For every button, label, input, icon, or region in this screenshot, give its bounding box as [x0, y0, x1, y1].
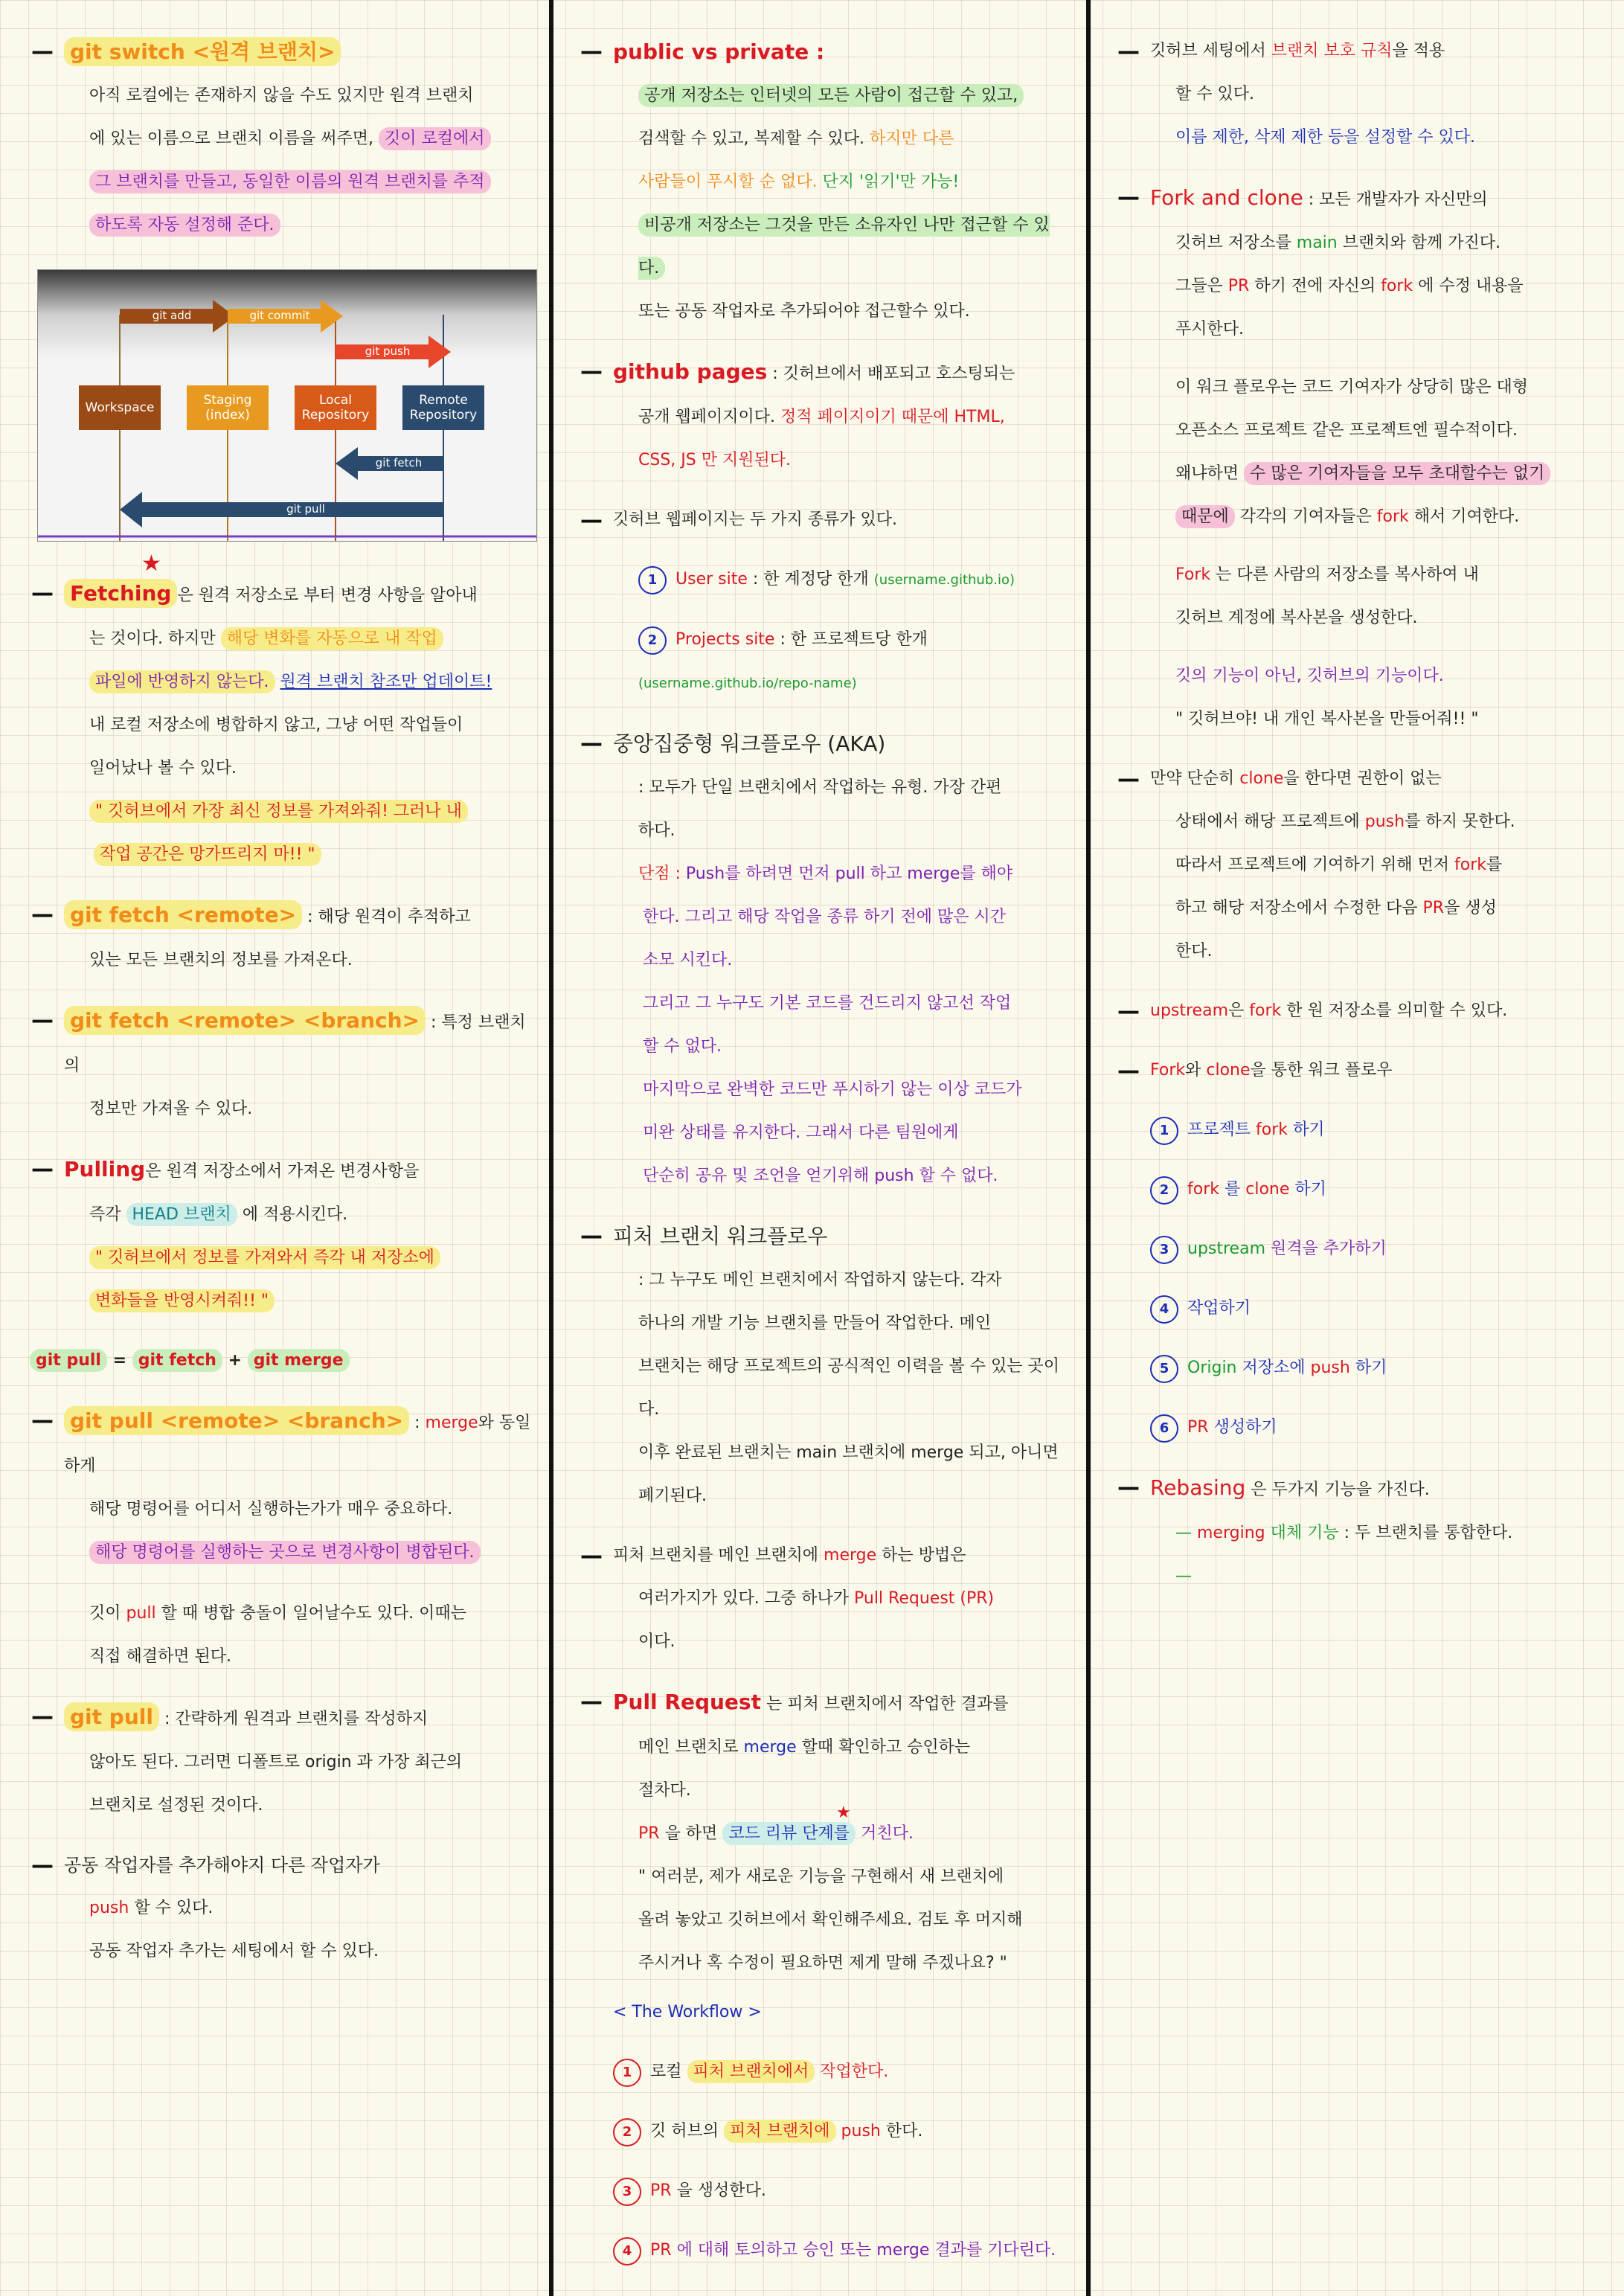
text: 정보만 가져올 수 있다.: [89, 1100, 253, 1118]
bullet-dash: —: [31, 902, 54, 928]
git-pull-branch-title: git pull <remote> <branch>: [64, 1406, 409, 1435]
section-branch-protection: [1116, 30, 1609, 159]
text: : 두 브랜치를 통합한다.: [1344, 1524, 1513, 1542]
bullet-dash: —: [1117, 39, 1140, 65]
text: 절차다.: [638, 1781, 691, 1800]
section-github-pages: [579, 350, 1070, 482]
formula-git-pull: git pull: [30, 1349, 107, 1372]
text: fork: [1376, 507, 1409, 526]
underlined-text: 원격 브랜치 참조만 업데이트!: [280, 673, 492, 691]
section-public-private: [579, 30, 1070, 333]
text: PR: [1422, 899, 1445, 917]
text: 만약 단순히: [1150, 769, 1235, 788]
section-fork-clone: [1116, 176, 1609, 741]
formula-plus: +: [228, 1351, 243, 1370]
text: 하기: [1294, 1180, 1326, 1199]
quote-text: 올려 놓았고 깃허브에서 확인해주세요. 검토 후 머지해: [638, 1911, 1023, 1929]
quote-text: " 여러분, 제가 새로운 기능을 구현해서 새 브랜치에: [638, 1867, 1004, 1886]
number-2-icon: 2: [613, 2118, 641, 2146]
text: : 모두가 단일 브랜치에서 작업하는 유형. 가장 간편: [638, 778, 1002, 797]
text: push: [1310, 1359, 1350, 1377]
staging-label: Staging (index): [203, 393, 252, 423]
text: 브랜치 보호 규칙: [1271, 42, 1393, 60]
quote-text: " 깃허브에서 정보를 가져와서 즉각 내 저장소에: [89, 1246, 440, 1269]
section-feature-branch-workflow: [579, 1214, 1070, 1518]
bullet-dash: —: [580, 39, 603, 65]
git-workflow-diagram: [37, 269, 537, 542]
quote-text: 변화들을 반영시켜줘!! ": [89, 1289, 275, 1312]
text: 마지막으로 완벽한 코드만 푸시하기 않는 이상 코드가: [643, 1080, 1022, 1099]
text: 작업한다.: [820, 2062, 889, 2081]
text: 깃허브 계정에 복사본을 생성한다.: [1175, 609, 1418, 627]
text: 오픈소스 프로젝트 같은 프로젝트엔 필수적이다.: [1175, 421, 1518, 440]
highlight-text: 해당 명령어를 실행하는 곳으로 변경사항이 병합된다.: [89, 1541, 481, 1564]
text: 각각의 기여자들은: [1239, 507, 1372, 526]
highlight-text: 피처 브랜치에: [724, 2120, 836, 2143]
star-icon: ★: [836, 1803, 851, 1822]
highlight-text: 비공개 저장소는 그것을 만든 소유자인 나만 접근할 수 있다.: [638, 214, 1050, 280]
workspace-label: Workspace: [85, 400, 155, 415]
text: 깃의 기능이 아닌, 깃허브의 기능이다.: [1175, 667, 1444, 685]
section-git-pull-remote-branch: [30, 1399, 533, 1678]
highlight-text: 깃이 로컬에서: [379, 127, 491, 150]
section-collaborators: [30, 1844, 533, 1973]
bullet-dash: —: [1117, 766, 1140, 792]
text: 프로젝트: [1187, 1120, 1251, 1139]
text: 내 로컬 저장소에 병합하지 않고, 그냥 어떤 작업들이: [89, 716, 463, 734]
empty-bullet: —: [1175, 1567, 1192, 1585]
text: 한다.: [1175, 942, 1213, 961]
section-pulling: [30, 1147, 533, 1323]
text: 해서 기여한다.: [1413, 507, 1520, 526]
text: clone: [1206, 1061, 1251, 1080]
text: (username.github.io/repo-name): [638, 676, 857, 691]
text: 은: [1228, 1001, 1245, 1020]
github-pages-title: github pages: [613, 359, 768, 384]
text: 또는 공동 작업자로 추가되어야 접근할수 있다.: [638, 302, 970, 321]
highlight-text: 코드 리뷰 단계를: [722, 1822, 856, 1845]
bullet-dash: —: [580, 1223, 603, 1249]
text: 을 하면: [664, 1824, 718, 1843]
text: PR: [1187, 1418, 1209, 1437]
git-add-label: git add: [152, 309, 192, 322]
text: PR: [638, 1824, 660, 1843]
number-2-icon: 2: [1150, 1176, 1178, 1205]
number-5-icon: 5: [1150, 1355, 1178, 1383]
centralized-workflow-title: 중앙집중형 워크플로우 (AKA): [613, 731, 886, 756]
text: : 깃허브에서 배포되고 호스팅되는: [772, 365, 1015, 383]
text: Projects site: [675, 630, 775, 649]
text: 검색할 수 있고, 복제할 수 있다.: [638, 129, 864, 148]
text: 은 원격 저장소에서 가져온 변경사항을: [145, 1162, 420, 1181]
text: Pull Request (PR): [854, 1589, 995, 1608]
text: PR: [1227, 277, 1250, 295]
text: pull: [126, 1604, 156, 1623]
number-4-icon: 4: [1150, 1295, 1178, 1324]
highlight-text: 피처 브랜치에서: [687, 2060, 815, 2083]
quote-text: 작업 공간은 망가뜨리지 마!! ": [94, 843, 321, 866]
highlight-text: 하도록 자동 설정해 준다.: [89, 214, 280, 237]
column-1: [0, 0, 549, 2296]
text: 는 것이다. 하지만: [89, 629, 216, 648]
text: 깃허브 세팅에서: [1150, 42, 1266, 60]
text: : 간략하게 원격과 브랜치를 작성하지: [164, 1710, 429, 1728]
text: 이름 제한, 삭제 제한 등을 설정할 수 있다.: [1175, 128, 1475, 147]
text: merging: [1197, 1524, 1265, 1542]
bullet-dash: —: [31, 1408, 54, 1434]
text: 한다.: [885, 2122, 923, 2141]
pulling-title: Pulling: [64, 1157, 146, 1181]
text: fork: [1249, 1001, 1282, 1020]
text: 피처 브랜치를 메인 브랜치에: [613, 1546, 819, 1565]
text: push: [89, 1899, 129, 1917]
git-commit-label: git commit: [249, 309, 310, 322]
quote-text: " 깃허브야! 내 개인 복사본을 만들어줘!! ": [1175, 710, 1479, 728]
formula-equals: =: [112, 1351, 127, 1370]
column-3: [1091, 0, 1624, 2296]
text: 을 생성한다.: [676, 2181, 766, 2200]
text: fork: [1187, 1180, 1219, 1199]
column-2: [553, 0, 1086, 2296]
number-1-icon: 1: [638, 566, 667, 594]
text: 하기: [1355, 1359, 1387, 1377]
text: 할 수 있다.: [134, 1899, 214, 1917]
highlight-text: HEAD 브랜치: [126, 1203, 237, 1226]
text: 이후 완료된 브랜치는 main 브랜치에 merge 되고, 아니면: [638, 1443, 1059, 1462]
text: :: [414, 1414, 420, 1432]
number-3-icon: 3: [1150, 1236, 1178, 1264]
bullet-dash: —: [1117, 998, 1140, 1024]
text: 이 워크 플로우는 코드 기여자가 상당히 많은 대형: [1175, 378, 1528, 397]
text: 사람들이 푸시할 순 없다.: [638, 173, 818, 191]
section-pull-request: [579, 1680, 1070, 2272]
text: fork: [1381, 277, 1413, 295]
formula-git-fetch: git fetch: [132, 1349, 222, 1372]
bullet-dash: —: [31, 580, 54, 606]
text: 은 두가지 기능을 가진다.: [1251, 1481, 1430, 1499]
text: clone: [1239, 769, 1284, 788]
section-merge-methods: [579, 1534, 1070, 1664]
bullet-dash: —: [580, 1689, 603, 1715]
text: : 그 누구도 메인 브랜치에서 작업하지 않는다. 각자: [638, 1271, 1002, 1289]
fork-clone-title: Fork and clone: [1150, 185, 1303, 210]
text: 공동 작업자 추가는 세팅에서 할 수 있다.: [89, 1942, 379, 1960]
text: 를 하지 못한다.: [1405, 812, 1515, 831]
text: 할 수 없다.: [643, 1037, 722, 1056]
text: fork: [1256, 1120, 1288, 1139]
text: : 해당 원격이 추적하고: [307, 908, 471, 926]
section-clone-permission: [1116, 757, 1609, 973]
text: 하나의 개발 기능 브랜치를 만들어 작업한다. 메인: [638, 1314, 991, 1333]
text: 왜냐하면: [1175, 464, 1239, 483]
text: 할 때 병합 충돌이 일어날수도 있다. 이때는: [161, 1604, 466, 1623]
bullet-dash: —: [31, 1704, 54, 1730]
bullet-dash: —: [580, 507, 603, 533]
git-pull-label: git pull: [286, 502, 325, 516]
text: merge: [743, 1738, 797, 1757]
text: User site: [675, 570, 748, 589]
bullet-dash: —: [31, 1853, 54, 1879]
text: clone: [1245, 1180, 1290, 1199]
section-git-fetch-remote: [30, 893, 533, 982]
text: 이다.: [638, 1632, 675, 1651]
text: 는 다른 사람의 저장소를 복사하여 내: [1216, 565, 1479, 584]
text: 단지 '읽기'만 가능!: [822, 173, 960, 191]
text: 상태에서 해당 프로젝트에: [1175, 812, 1360, 831]
section-git-pull: [30, 1695, 533, 1827]
text: 그들은: [1175, 277, 1223, 295]
text: 하고 해당 저장소에서 수정한 다음: [1175, 899, 1418, 917]
text: 브랜치로 설정된 것이다.: [89, 1796, 263, 1815]
text: 메인 브랜치로: [638, 1738, 739, 1757]
text: 을 통한 워크 플로우: [1250, 1061, 1393, 1080]
text: : 특정 브랜치의: [64, 1013, 526, 1075]
star-icon: ★: [141, 551, 161, 577]
text: 단순히 공유 및 조언을 얻기위해 push 할 수 없다.: [643, 1167, 998, 1185]
section-git-switch: [30, 30, 533, 247]
bullet-dash: —: [1117, 1058, 1140, 1084]
bullet-dash: —: [580, 359, 603, 385]
text: 에 있는 이름으로 브랜치 이름을 써주면,: [89, 129, 373, 148]
text: Push를 하려면 먼저 pull 하고 merge를 해야: [685, 865, 1013, 883]
text: 를: [1486, 856, 1503, 874]
formula-git-merge: git merge: [248, 1349, 350, 1372]
public-private-title: public vs private :: [613, 39, 825, 64]
text: 생성하기: [1213, 1418, 1277, 1437]
text: 직접 해결하면 된다.: [89, 1647, 231, 1666]
text: 단점 :: [638, 865, 681, 883]
text: 하기 전에 자신의: [1254, 277, 1376, 295]
git-push-label: git push: [365, 344, 411, 358]
remote-repo-label: Remote Repository: [409, 393, 478, 423]
text: 은 원격 저장소로 부터 변경 사항을 알아내: [177, 586, 478, 605]
text: 하기: [1293, 1120, 1325, 1139]
bullet-dash: —: [1117, 1475, 1140, 1501]
text: 브랜치는 해당 프로젝트의 공식적인 이력을 볼 수 있는 곳이다.: [638, 1357, 1059, 1419]
number-4-icon: 4: [613, 2237, 641, 2265]
text: 따라서 프로젝트에 기여하기 위해 먼저: [1175, 856, 1450, 874]
number-2-icon: 2: [638, 626, 667, 655]
text: Fork: [1175, 565, 1211, 584]
bullet-dash: —: [1117, 185, 1140, 211]
text: 와: [1185, 1061, 1201, 1080]
text: 깃허브 저장소를: [1175, 234, 1291, 252]
git-pull-title: git pull: [64, 1702, 159, 1731]
workflow-title: < The Workflow >: [613, 2003, 762, 2021]
feature-branch-title: 피처 브랜치 워크플로우: [613, 1224, 828, 1248]
pull-request-title: Pull Request: [613, 1690, 761, 1714]
text: 깃 허브의: [650, 2122, 719, 2141]
text: 깃허브 웹페이지는 두 가지 종류가 있다.: [613, 510, 897, 529]
text: 않아도 된다. 그러면 디폴트로 origin 과 가장 최근의: [89, 1753, 463, 1771]
text: 있는 모든 브랜치의 정보를 가져온다.: [89, 951, 353, 969]
text: 깃이: [89, 1604, 121, 1623]
text: 할 수 있다.: [1175, 85, 1254, 103]
rebasing-title: Rebasing: [1150, 1475, 1246, 1500]
text: 할때 확인하고 승인하는: [801, 1738, 971, 1757]
text: : 한 계정당 한개: [752, 570, 869, 589]
text: 즉각: [89, 1205, 121, 1224]
text: CSS, JS 만 지원된다.: [638, 451, 791, 469]
text: PR: [650, 2181, 672, 2200]
text: 소모 시킨다.: [643, 951, 733, 969]
text: 푸시한다.: [1175, 320, 1245, 339]
number-6-icon: 6: [1150, 1414, 1178, 1443]
text: 공개 웹페이지이다.: [638, 408, 776, 426]
text: upstream: [1187, 1240, 1266, 1258]
highlight-text: 파일에 반영하지 않는다.: [89, 670, 275, 693]
text: 에 대해 토의하고 승인 또는 merge 결과를 기다린다.: [676, 2241, 1056, 2260]
text: 원격을 추가하기: [1271, 1240, 1387, 1258]
text: : 한 프로젝트당 한개: [780, 630, 928, 649]
section-rebasing: — Rebasing 은 두가지 기능을 가진다. — merging 대체 기능 : 두 브랜치를 통합한다. —: [1116, 1466, 1609, 1598]
text: 에 수정 내용을: [1418, 277, 1524, 295]
bullet-dash: —: [580, 731, 603, 757]
bullet-dash: —: [31, 39, 54, 65]
section-fork-clone-workflow: [1116, 1049, 1609, 1449]
text: fork: [1454, 856, 1487, 874]
formula-line: [30, 1339, 533, 1382]
text: (username.github.io): [873, 572, 1015, 588]
text: main: [1296, 234, 1338, 252]
quote-text: " 깃허브에서 가장 최신 정보를 가져와줘! 그러나 내: [89, 800, 468, 823]
fetching-title: Fetching: [64, 579, 177, 608]
highlight-text: 그 브랜치를 만들고, 동일한 이름의 원격 브랜치를 추적: [89, 170, 491, 193]
text: 와 동일하게: [64, 1414, 531, 1475]
text: 대체 기능: [1270, 1524, 1339, 1542]
text: Origin: [1187, 1359, 1237, 1377]
highlight-text: 때문에: [1175, 505, 1235, 528]
text: 저장소에: [1242, 1359, 1306, 1377]
bullet-dash: —: [31, 1007, 54, 1033]
local-repo-label: Local Repository: [301, 393, 370, 423]
text: push: [1364, 812, 1405, 831]
text: 하지만 다른: [869, 129, 954, 148]
section-page-types: [579, 498, 1070, 705]
highlight-text: 공개 저장소는 인터넷의 모든 사람이 접근할 수 있고,: [638, 84, 1024, 107]
text: merge: [824, 1546, 877, 1565]
text: 거친다.: [861, 1824, 914, 1843]
text: 는 피처 브랜치에서 작업한 결과를: [766, 1695, 1009, 1713]
number-1-icon: 1: [613, 2059, 641, 2087]
text: 작업하기: [1187, 1299, 1251, 1318]
text: Fork: [1150, 1061, 1186, 1080]
text: 정적 페이지이기 때문에 HTML,: [780, 408, 1005, 426]
number-1-icon: 1: [1150, 1117, 1178, 1145]
text: 한다. 그리고 해당 작업을 종류 하기 전에 많은 시간: [643, 908, 1006, 926]
text: 공동 작업자를 추가해야지 다른 작업자가: [64, 1855, 380, 1876]
git-switch-title: git switch <원격 브랜치>: [64, 37, 341, 66]
git-fetch-remote-title: git fetch <remote>: [64, 900, 302, 929]
text: 일어났나 볼 수 있다.: [89, 759, 237, 777]
section-centralized-workflow: [579, 722, 1070, 1198]
text: 한 원 저장소를 의미할 수 있다.: [1286, 1001, 1508, 1020]
git-fetch-branch-title: git fetch <remote> <branch>: [64, 1006, 426, 1035]
text: PR: [650, 2241, 672, 2260]
bullet-dash: —: [31, 1156, 54, 1182]
text: 를: [1225, 1180, 1241, 1199]
text: 해당 명령어를 어디서 실행하는가가 매우 중요하다.: [89, 1500, 453, 1519]
text: 을 적용: [1392, 42, 1445, 60]
number-3-icon: 3: [613, 2178, 641, 2206]
text: 그리고 그 누구도 기본 코드를 건드리지 않고선 작업: [643, 994, 1012, 1013]
text: 을 생성: [1444, 899, 1497, 917]
bullet-dash: —: [580, 1543, 603, 1569]
git-fetch-label: git fetch: [375, 456, 423, 469]
text: 을 한다면 권한이 없는: [1283, 769, 1442, 788]
highlight-text: 수 많은 기여자들을 모두 초대할수는 없기: [1244, 462, 1550, 485]
text: : 모든 개발자가 자신만의: [1308, 190, 1488, 209]
text: 에 적용시킨다.: [242, 1205, 348, 1224]
text: 브랜치와 함께 가진다.: [1342, 234, 1501, 252]
text: 하는 방법은: [882, 1546, 966, 1565]
section-fetching: [30, 551, 533, 876]
text: 미완 상태를 유지한다. 그래서 다른 팀원에게: [643, 1123, 959, 1142]
section-git-fetch-branch: [30, 998, 533, 1131]
section-upstream: [1116, 990, 1609, 1033]
text: push: [841, 2122, 881, 2141]
highlight-text: 해당 변화를 자동으로 내 작업: [221, 627, 443, 650]
text: 하다.: [638, 821, 675, 840]
text: upstream: [1150, 1001, 1229, 1020]
text: 아직 로컬에는 존재하지 않을 수도 있지만 원격 브랜치: [89, 86, 474, 105]
text: 로컬: [650, 2062, 682, 2081]
text: 여러가지가 있다. 그중 하나가: [638, 1589, 849, 1608]
text: merge: [425, 1414, 478, 1432]
text: 폐기된다.: [638, 1487, 707, 1505]
quote-text: 주시거나 혹 수정이 필요하면 제게 말해 주겠나요? ": [638, 1954, 1007, 1972]
